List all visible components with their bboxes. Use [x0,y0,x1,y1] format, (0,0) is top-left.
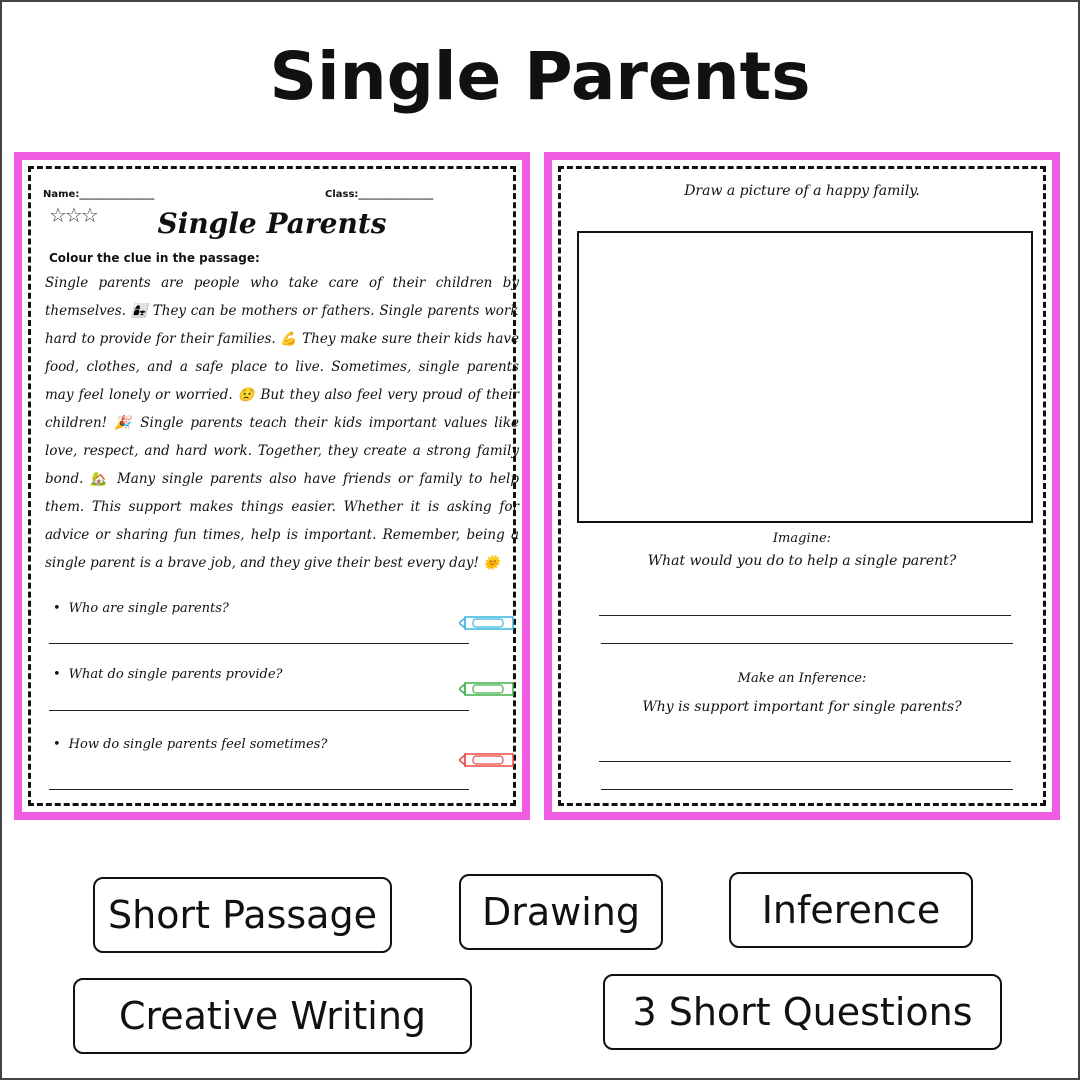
answer-line [599,615,1011,616]
drawing-prompt: Draw a picture of a happy family. [684,183,920,199]
feature-short-questions: 3 Short Questions [603,974,1002,1050]
answer-line [49,643,469,644]
imagine-heading: Imagine: [772,531,832,546]
feature-drawing: Drawing [459,874,663,950]
feature-creative-writing: Creative Writing [73,978,472,1054]
answer-line [601,643,1013,644]
answer-line [49,789,469,790]
crayon-icon-red [459,752,519,768]
dashed-border [558,166,1046,806]
answer-line [601,789,1013,790]
class-field-label: Class:_______________ [325,189,434,200]
imagine-question: What would you do to help a single parent? [647,553,957,569]
rating-stars-icon: ☆☆☆ [49,203,97,227]
worksheet-page-passage [14,152,530,820]
crayon-icon-blue [459,615,519,631]
question-2: • What do single parents provide? [53,667,283,682]
worksheet-page-drawing [544,152,1060,820]
feature-short-passage: Short Passage [93,877,392,953]
inference-heading: Make an Inference: [737,671,867,686]
crayon-icon-green [459,681,519,697]
question-3: • How do single parents feel sometimes? [53,737,327,752]
answer-line [599,761,1011,762]
inference-question: Why is support important for single parents? [642,699,962,715]
worksheet-title: Single Parents [157,207,387,240]
feature-inference: Inference [729,872,973,948]
drawing-box [577,231,1033,523]
question-1: • Who are single parents? [53,601,229,616]
name-field-label: Name:_______________ [43,189,155,200]
dashed-border [28,166,519,806]
instruction-text: Colour the clue in the passage: [49,251,260,265]
page-title: Single Parents [269,38,811,115]
reading-passage: Single parents are people who take care of their children by themselves. 👩‍👧 They can be mothers or fathers. Single parents work hard to provide for their families. 💪 They make sure their kids have food, clothes, and a safe place to live. Sometimes, single parents may feel lonely or worried. 😟 But they also feel very proud of their children! 🎉 Single parents teach their kids important values like love, respect, and hard work. Together, they create a strong family bond. 🏡 Many single parents also have friends or family to help them. This support makes things easier. Whether it is asking for advice or sharing fun times, help is important. Remember, being a single parent is a brave job, and they give their best every day! 🌞 [45,275,519,571]
answer-line [49,710,469,711]
